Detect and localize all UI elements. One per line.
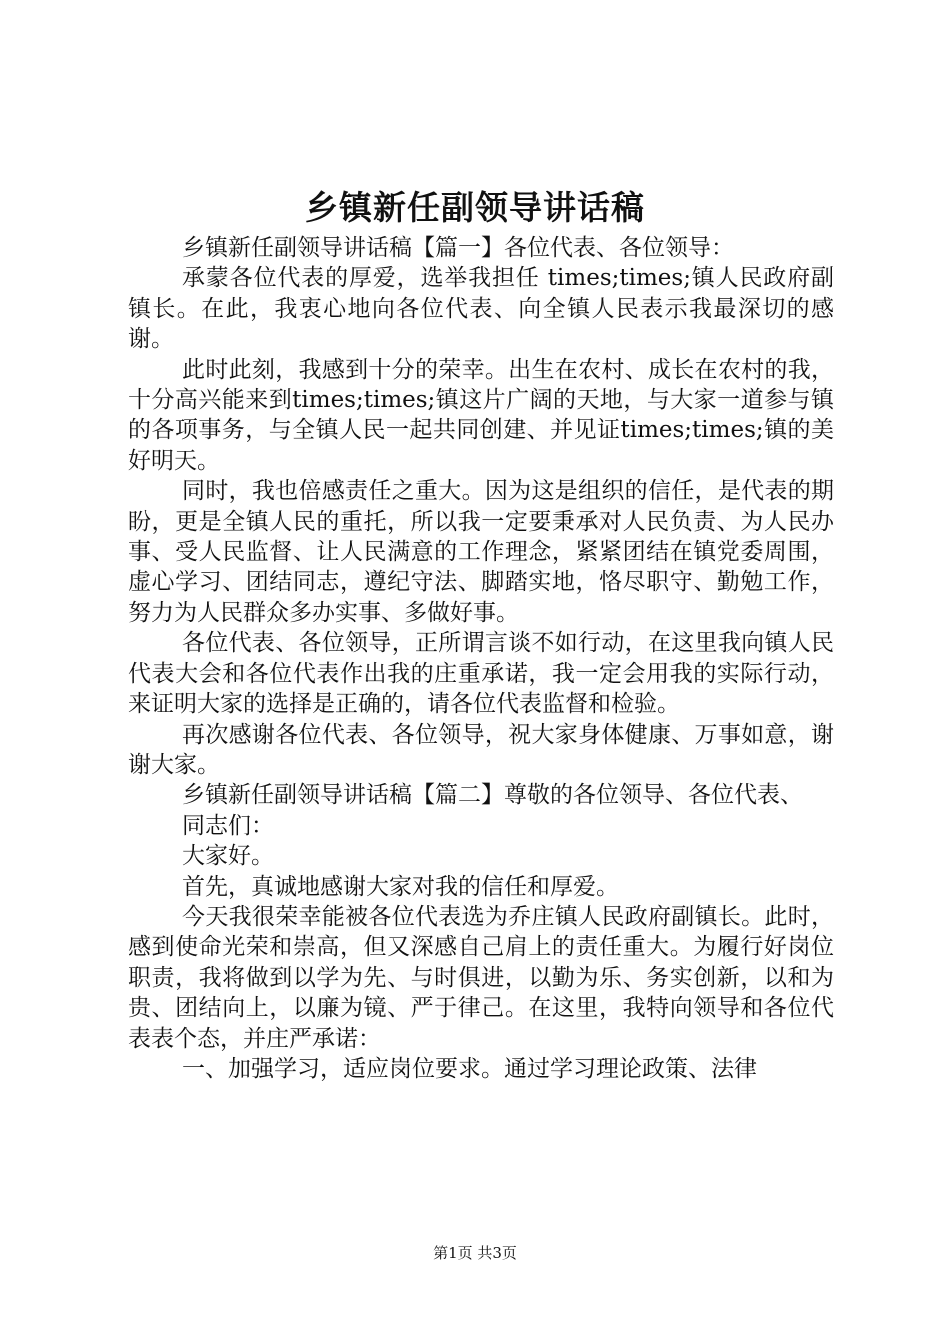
paragraph: 今天我很荣幸能被各位代表选为乔庄镇人民政府副镇长。此时，感到使命光荣和崇高，但又深感自己肩上的责任重大。为履行好岗位职责，我将做到以学为先、与时俱进，以勤为乐、务实创新，以和为贵、团结向上，以廉为镜、严于律己。在这里，我特向领导和各位代表表个态，并庄严承诺：: [128, 903, 834, 1052]
paragraph: 此时此刻，我感到十分的荣幸。出生在农村、成长在农村的我，十分高兴能来到times;times;镇这片广阔的天地，与大家一道参与镇的各项事务，与全镇人民一起共同创建、并见证times;times;镇的美好明天。: [128, 356, 834, 474]
paragraph: 同时，我也倍感责任之重大。因为这是组织的信任，是代表的期盼，更是全镇人民的重托，所以我一定要秉承对人民负责、为人民办事、受人民监督、让人民满意的工作理念，紧紧团结在镇党委周围，虚心学习、团结同志，遵纪守法、脚踏实地，恪尽职守、勤勉工作，努力为人民群众多办实事、多做好事。: [128, 478, 834, 626]
paragraph: 乡镇新任副领导讲话稿【篇二】尊敬的各位领导、各位代表、: [182, 782, 804, 809]
document-title: 乡镇新任副领导讲话稿: [305, 188, 645, 227]
document-body: [128, 233, 834, 1084]
paragraph: 再次感谢各位代表、各位领导，祝大家身体健康、万事如意，谢谢大家。: [128, 721, 834, 778]
paragraph: 大家好。: [182, 843, 275, 870]
page-number-footer: 第1页 共3页: [433, 1244, 517, 1262]
paragraph: 同志们：: [182, 812, 275, 839]
paragraph: 承蒙各位代表的厚爱，选举我担任 times;times;镇人民政府副镇长。在此，我衷心地向各位代表、向全镇人民表示我最深切的感谢。: [128, 265, 834, 353]
paragraph: 各位代表、各位领导，正所谓言谈不如行动，在这里我向镇人民代表大会和各位代表作出我的庄重承诺，我一定会用我的实际行动，来证明大家的选择是正确的，请各位代表监督和检验。: [128, 630, 834, 718]
paragraph: 首先，真诚地感谢大家对我的信任和厚爱。: [182, 873, 620, 900]
paragraph: 一、加强学习，适应岗位要求。通过学习理论政策、法律: [182, 1055, 758, 1082]
paragraph: 乡镇新任副领导讲话稿【篇一】各位代表、各位领导：: [182, 235, 735, 261]
